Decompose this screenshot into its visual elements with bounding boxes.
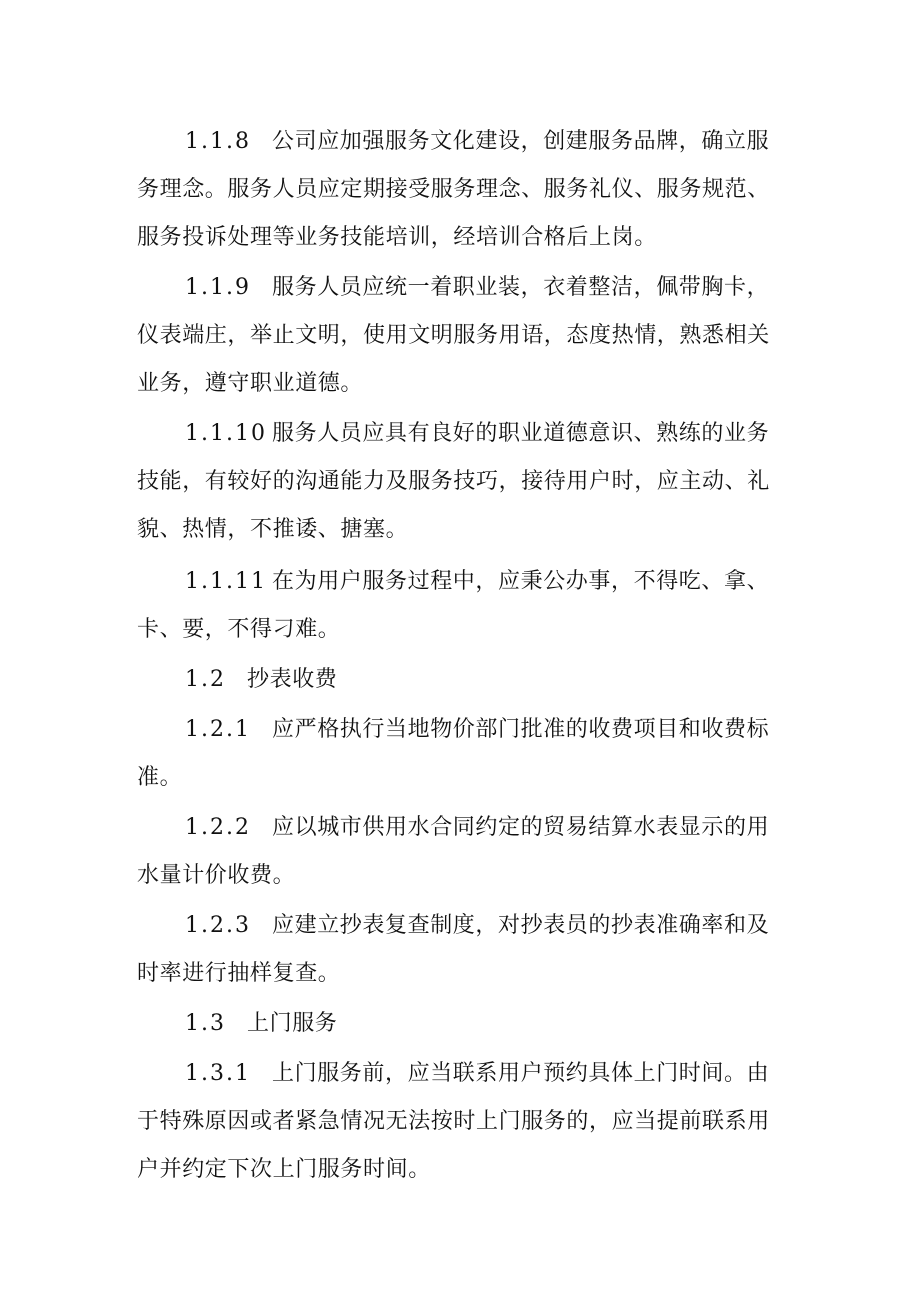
paragraph-text: 于特殊原因或者紧急情况无法按时上门服务的，应当提前联系用 xyxy=(137,1109,770,1134)
paragraph-text: 户并约定下次上门服务时间。 xyxy=(137,1157,431,1182)
clause-number: 1.1.9 xyxy=(185,275,251,300)
paragraph-text: 技能，有较好的沟通能力及服务技巧，接待用户时，应主动、礼 xyxy=(137,469,770,494)
paragraph-1-2-1-line-2 xyxy=(0,758,920,798)
clause-number: 1.1.8 xyxy=(185,129,251,154)
section-number: 1.3 xyxy=(185,1011,226,1036)
paragraph-1-2-1-line-1 xyxy=(0,710,920,750)
paragraph-text: 业务，遵守职业道德。 xyxy=(137,371,364,396)
paragraph-1-1-8-line-3 xyxy=(0,218,920,258)
paragraph-text: 务理念。服务人员应定期接受服务理念、服务礼仪、服务规范、 xyxy=(137,177,770,202)
paragraph-1-1-8-line-1 xyxy=(0,122,920,162)
paragraph-1-1-10-line-3 xyxy=(0,510,920,550)
paragraph-text: 准。 xyxy=(137,765,183,790)
paragraph-1-3-1-line-1 xyxy=(0,1054,920,1094)
paragraph-text: 应以城市供用水合同约定的贸易结算水表显示的用 xyxy=(272,815,770,840)
section-title: 上门服务 xyxy=(247,1011,338,1036)
clause-number: 1.2.2 xyxy=(185,815,251,840)
paragraph-text: 应建立抄表复查制度，对抄表员的抄表准确率和及 xyxy=(272,913,770,938)
paragraph-text: 时率进行抽样复查。 xyxy=(137,961,341,986)
paragraph-text: 水量计价收费。 xyxy=(137,863,296,888)
paragraph-1-3-1-line-3 xyxy=(0,1150,920,1190)
paragraph-text: 在为用户服务过程中，应秉公办事，不得吃、拿、 xyxy=(272,569,770,594)
paragraph-1-1-9-line-3 xyxy=(0,364,920,404)
section-heading-1-3 xyxy=(0,1004,920,1044)
section-number: 1.2 xyxy=(185,667,226,692)
paragraph-text: 服务人员应统一着职业装，衣着整洁，佩带胸卡， xyxy=(272,275,770,300)
paragraph-text: 应严格执行当地物价部门批准的收费项目和收费标 xyxy=(272,717,770,742)
clause-number: 1.3.1 xyxy=(185,1061,251,1086)
clause-number: 1.1.11 xyxy=(185,569,267,594)
paragraph-1-3-1-line-2 xyxy=(0,1102,920,1142)
clause-number: 1.2.3 xyxy=(185,913,251,938)
paragraph-text: 貌、热情，不推诿、搪塞。 xyxy=(137,517,409,542)
paragraph-1-1-9-line-1 xyxy=(0,268,920,308)
paragraph-text: 仪表端庄，举止文明，使用文明服务用语，态度热情，熟悉相关 xyxy=(137,323,770,348)
paragraph-1-1-11-line-1 xyxy=(0,562,920,602)
paragraph-1-2-2-line-1 xyxy=(0,808,920,848)
clause-number: 1.2.1 xyxy=(185,717,251,742)
paragraph-text: 卡、要，不得刁难。 xyxy=(137,617,341,642)
paragraph-text: 上门服务前，应当联系用户预约具体上门时间。由 xyxy=(272,1061,770,1086)
paragraph-text: 服务人员应具有良好的职业道德意识、熟练的业务 xyxy=(272,421,770,446)
paragraph-1-2-3-line-2 xyxy=(0,954,920,994)
paragraph-1-1-10-line-2 xyxy=(0,462,920,502)
paragraph-text: 服务投诉处理等业务技能培训，经培训合格后上岗。 xyxy=(137,225,657,250)
section-title: 抄表收费 xyxy=(247,667,338,692)
paragraph-text: 公司应加强服务文化建设，创建服务品牌，确立服 xyxy=(272,129,770,154)
clause-number: 1.1.10 xyxy=(185,421,267,446)
paragraph-1-1-8-line-2 xyxy=(0,170,920,210)
paragraph-1-2-2-line-2 xyxy=(0,856,920,896)
paragraph-1-1-11-line-2 xyxy=(0,610,920,650)
section-heading-1-2 xyxy=(0,660,920,700)
paragraph-1-1-10-line-1 xyxy=(0,414,920,454)
paragraph-1-2-3-line-1 xyxy=(0,906,920,946)
paragraph-1-1-9-line-2 xyxy=(0,316,920,356)
